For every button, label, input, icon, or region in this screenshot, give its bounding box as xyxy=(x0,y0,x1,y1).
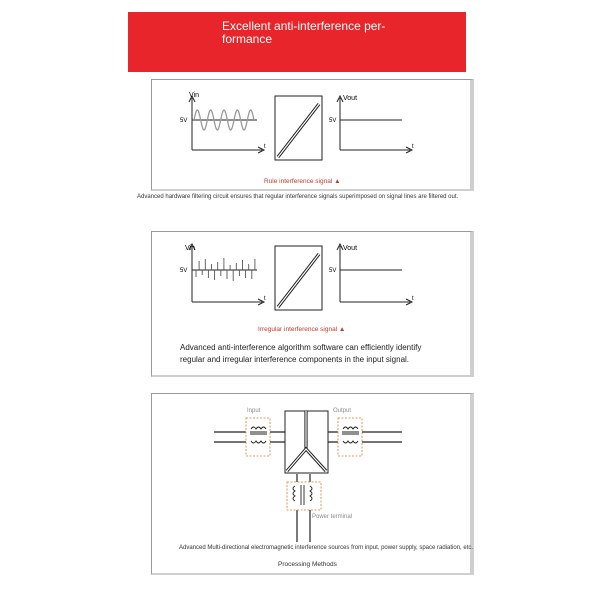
hardware-filter-note: Advanced hardware filtering circuit ensures that regular interference signals superimposed on signal lines are filtered out. xyxy=(137,194,459,200)
input-axes xyxy=(189,244,264,305)
algorithm-description-line1: Advanced anti-interference algorithm software can efficiently identify xyxy=(180,343,422,352)
power-filter xyxy=(287,482,321,510)
input-5v-label: 5V xyxy=(180,268,188,274)
processing-methods-label: Processing Methods xyxy=(278,561,337,568)
power-terminal-label: Power terminal xyxy=(312,514,353,520)
regular-interference-diagram xyxy=(152,80,475,192)
title-banner xyxy=(128,12,466,72)
output-filter xyxy=(338,418,362,456)
regular-interference-caption: Rule interference signal ▲ xyxy=(264,178,341,185)
regular-interference-panel xyxy=(151,79,474,191)
banner-title-line2: formance xyxy=(222,32,273,46)
vout-label: Vout xyxy=(343,95,358,102)
input-time-label: t xyxy=(264,144,266,150)
irregular-interference-caption: Irregular interference signal ▲ xyxy=(258,326,346,333)
algorithm-description xyxy=(180,342,470,366)
emi-sources-note: Advanced Multi-directional electromagnetic interference sources from input, power supply, space radiation, etc. xyxy=(179,545,474,551)
output-axes xyxy=(337,244,412,305)
input-5v-label: 5V xyxy=(180,118,188,124)
output-5v-label: 5V xyxy=(329,268,337,274)
input-axes xyxy=(189,96,264,153)
output-5v-label: 5V xyxy=(329,118,337,124)
banner-title-line1: Excellent anti-interference per- xyxy=(222,19,386,33)
processing-methods-panel xyxy=(151,393,474,575)
converter-block xyxy=(275,246,322,310)
vin-label: Vin xyxy=(185,245,195,252)
vout-label: Vout xyxy=(343,245,358,252)
algorithm-description-line2: regular and irregular interference components in the input signal. xyxy=(180,355,410,364)
input-filter xyxy=(246,418,270,456)
input-label: Input xyxy=(247,408,261,414)
output-time-label: t xyxy=(412,144,414,150)
irregular-interference-panel xyxy=(151,231,474,377)
output-label: Output xyxy=(333,408,352,414)
output-time-label: t xyxy=(412,296,414,302)
input-time-label: t xyxy=(264,296,266,302)
converter-block xyxy=(275,96,322,160)
output-axes xyxy=(337,96,412,153)
vin-label: Vin xyxy=(189,92,199,99)
isolator-block xyxy=(285,411,328,473)
